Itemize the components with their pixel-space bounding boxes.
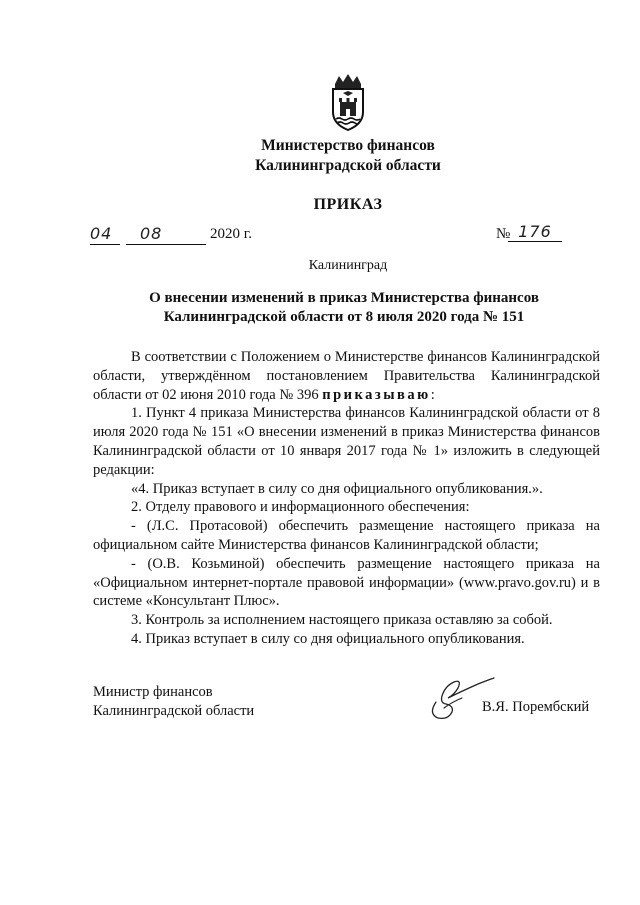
order-word: приказываю — [322, 386, 431, 403]
paragraph-1-quote: «4. Приказ вступает в силу со дня официального опубликования.». — [131, 480, 543, 497]
date-month: 08 — [126, 224, 206, 245]
intro-end: : — [430, 386, 435, 403]
date-day: 04 — [90, 224, 120, 245]
subject-line2: Калининградской области от 8 июля 2020 года № 151 — [163, 309, 525, 325]
paragraph-2-b: - (О.В. Козьминой) обеспечить размещение настоящего приказа на «Официальном интернет-портале правовой информации» (www.pravo.gov.ru) и в системе «Консультант Плюс». — [93, 555, 600, 610]
ministry-name-line1: Министерство финансов — [261, 137, 435, 154]
paragraph-2-a: - (Л.С. Протасовой) обеспечить размещение настоящего приказа на официальном сайте Министерства финансов Калининградской области; — [93, 518, 600, 553]
intro-paragraph — [93, 348, 600, 404]
subject-line1: О внесении изменений в приказ Министерства финансов — [149, 290, 539, 306]
kaliningrad-coat-of-arms-icon — [325, 72, 371, 132]
paragraph-1: 1. Пункт 4 приказа Министерства финансов Калининградской области от 8 июля 2020 года № 151 «О внесении изменений в приказ Министерства финансов Калининградской области от 10 января 2017 года № 1» изложить в следующей редакции: — [93, 405, 600, 478]
paragraph-3: 3. Контроль за исполнением настоящего приказа оставляю за собой. — [131, 612, 553, 629]
paragraph-4: 4. Приказ вступает в силу со дня официального опубликования. — [131, 630, 525, 647]
paragraph-2: 2. Отделу правового и информационного обеспечения: — [131, 499, 470, 516]
document-number-label: № — [496, 226, 511, 242]
date-year: 2020 г. — [210, 226, 252, 242]
document-body — [93, 348, 600, 649]
ministry-name-line2: Калининградской области — [255, 157, 441, 174]
position-line2: Калининградской области — [93, 702, 255, 719]
position-line1: Министр финансов — [93, 684, 213, 700]
intro-text: В соответствии с Положением о Министерстве финансов Калининградской области, утверждённом постановлением Правительства Калининградской области от 02 июня 2010 года № 396 — [93, 349, 600, 403]
document-number-value: 176 — [508, 222, 562, 242]
document-subject — [90, 289, 598, 327]
signatory-name: В.Я. Порембский — [482, 699, 590, 715]
document-city: Калининград — [308, 258, 388, 273]
document-type-title: ПРИКАЗ — [313, 196, 383, 213]
signatory-position — [93, 683, 254, 721]
